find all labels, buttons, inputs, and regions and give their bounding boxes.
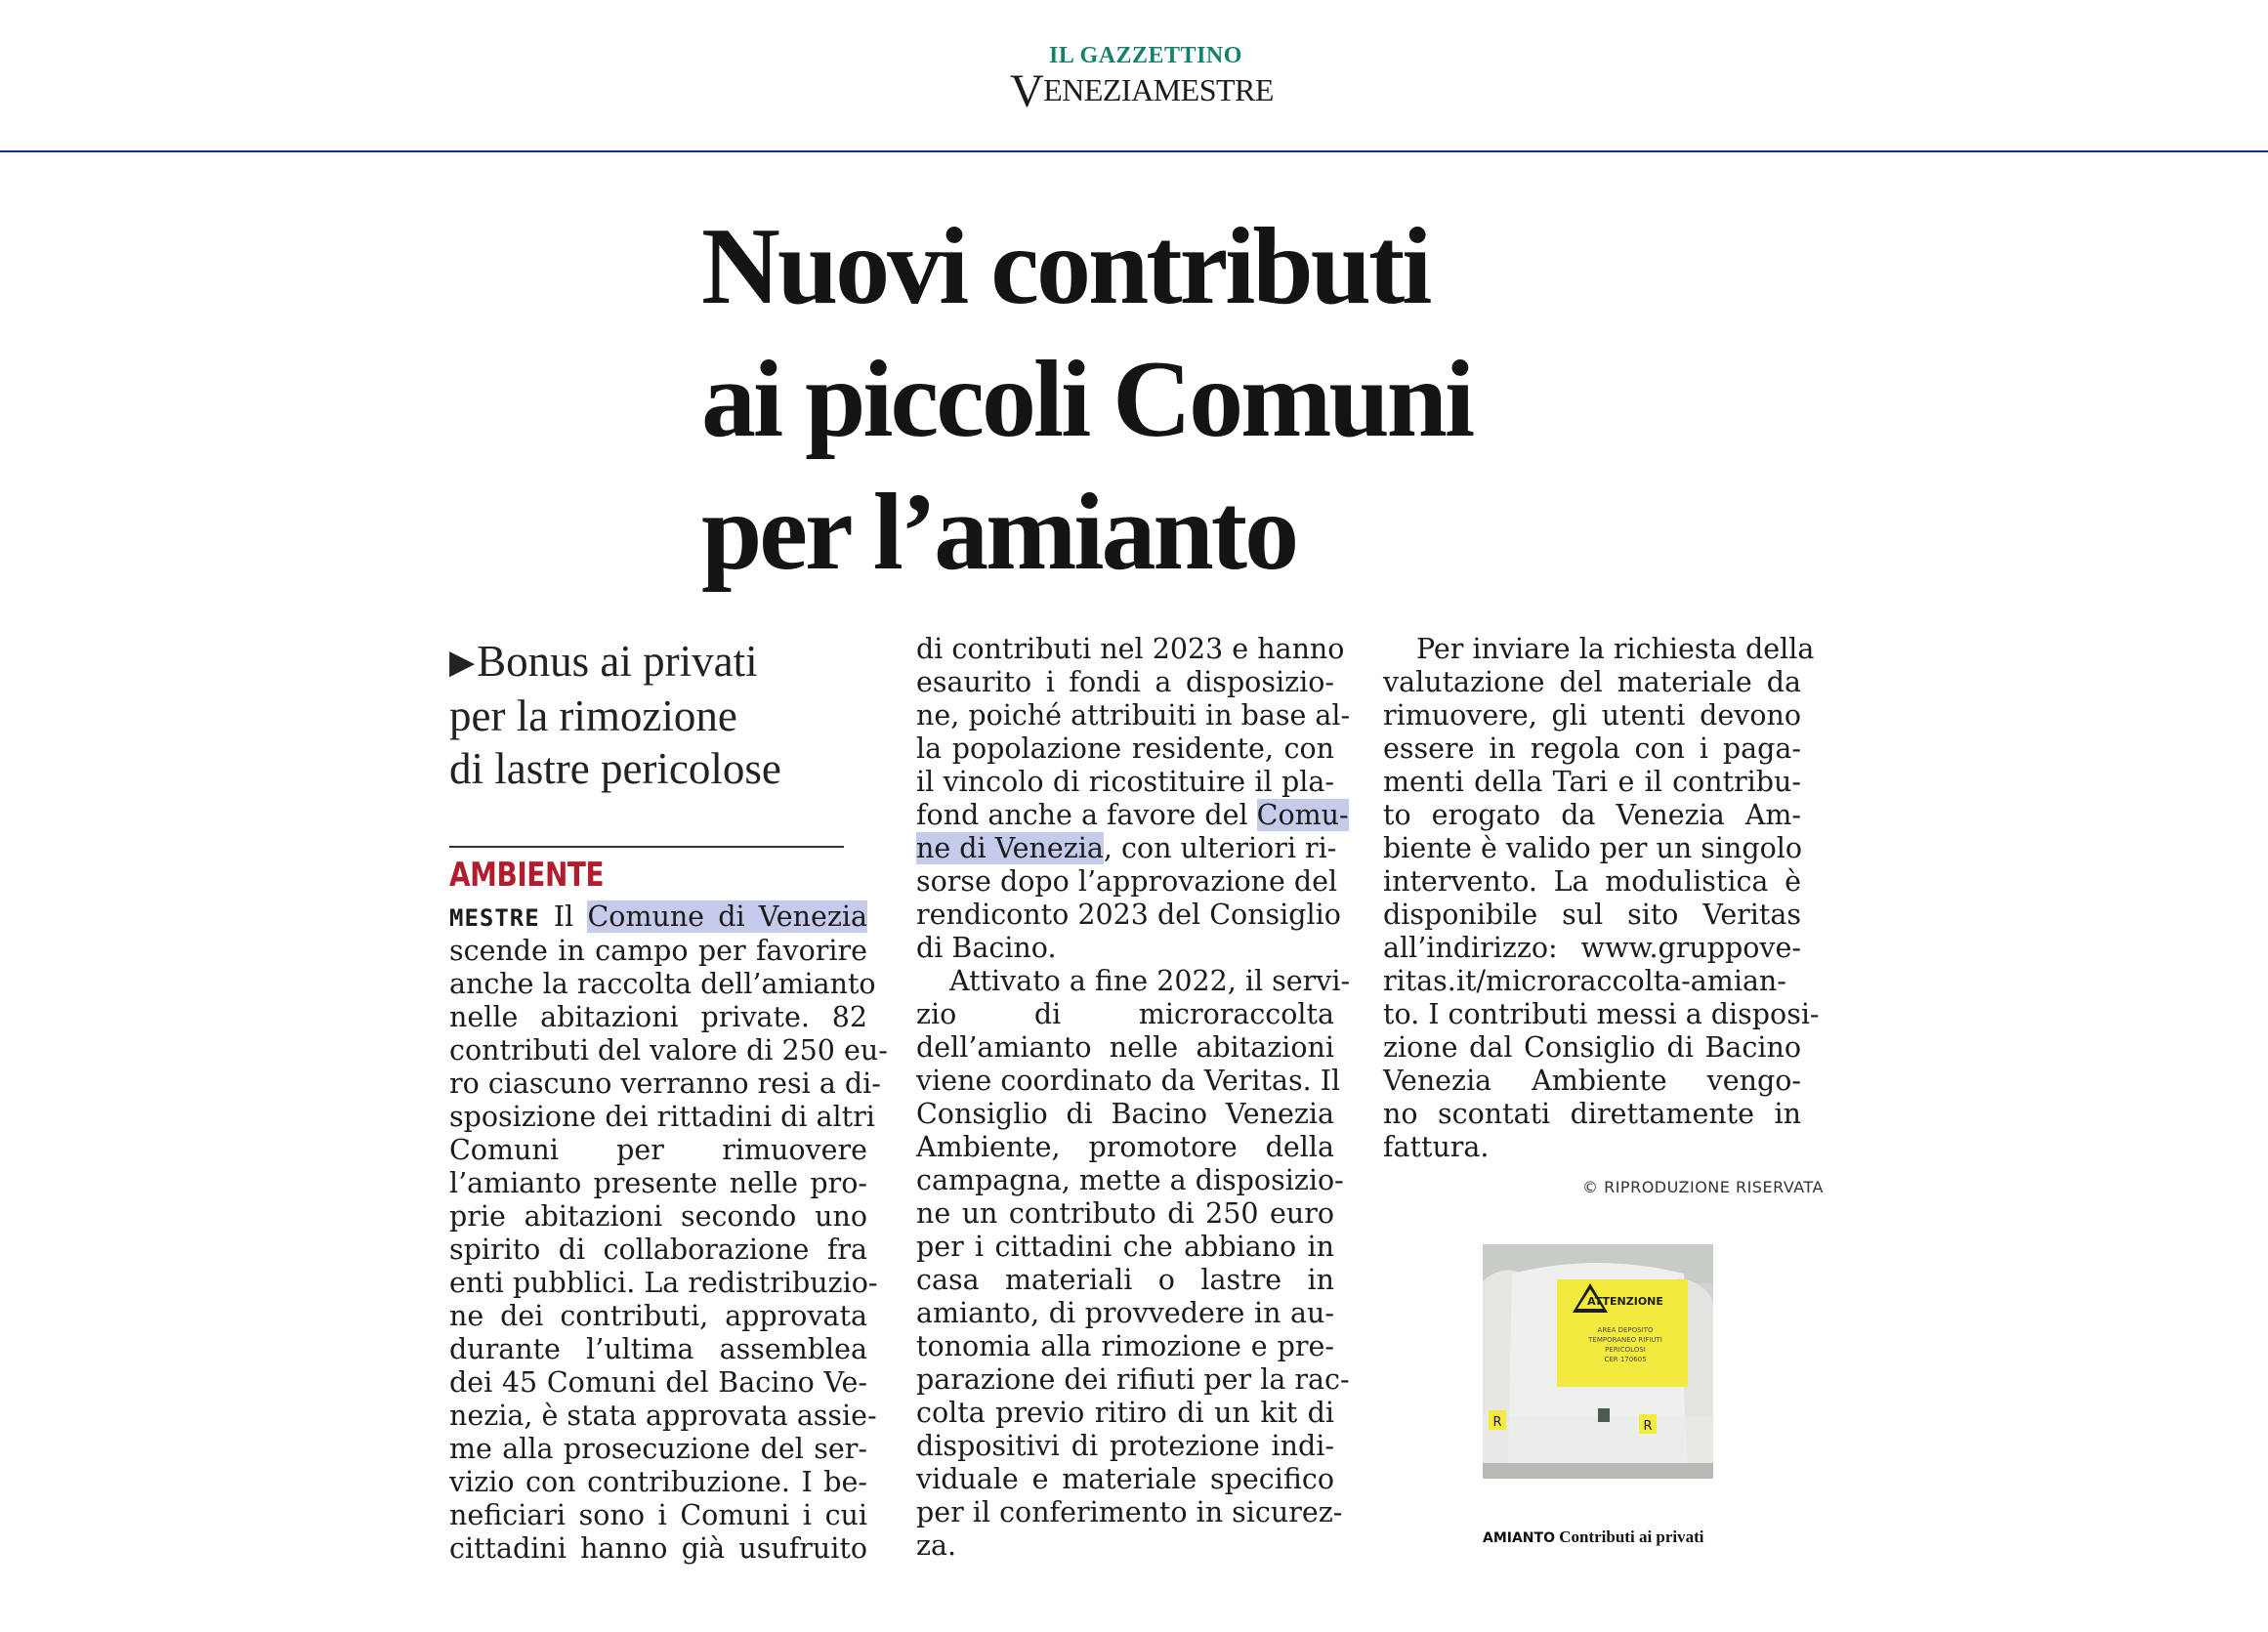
masthead-top: IL GAZZETTINO <box>1049 43 1242 68</box>
article-line: disponibile sul sito Veritas <box>1383 899 1801 931</box>
text-run: Il <box>553 900 588 933</box>
article-line: di Bacino. <box>916 932 1057 964</box>
highlighted-entity: Comu- <box>1256 799 1349 831</box>
article-line: zione dal Consiglio di Bacino <box>1383 1031 1801 1064</box>
headline <box>701 200 1639 599</box>
masthead-initial: V <box>1010 65 1044 117</box>
article-line: ne un contributo di 250 euro <box>916 1197 1334 1230</box>
headline-line: ai piccoli Comuni <box>701 339 1473 460</box>
article-line: contributi del valore di 250 eu- <box>449 1034 888 1067</box>
article-line: per il conferimento in sicurez- <box>916 1496 1343 1528</box>
article-line: no scontati direttamente in <box>1383 1098 1801 1130</box>
headline-line: per l’amianto <box>701 472 1297 593</box>
caption-kicker: AMIANTO <box>1483 1530 1555 1546</box>
article-line: za. <box>916 1529 957 1562</box>
asbestos-bags-image <box>1483 1244 1713 1479</box>
sign-line: CER 170605 <box>1604 1356 1647 1363</box>
subheadline <box>449 635 879 795</box>
article-line: Venezia Ambiente vengo- <box>1383 1065 1801 1097</box>
article-line: neficiari sono i Comuni i cui <box>449 1499 867 1531</box>
subhead-line: per la rimozione <box>449 691 737 740</box>
article-line: rendiconto 2023 del Consiglio <box>916 899 1341 931</box>
article-line: all’indirizzo: www.gruppove- <box>1383 932 1801 964</box>
article-line: scende in campo per favorire <box>449 935 867 967</box>
article-line: fattura. <box>1383 1131 1490 1163</box>
article-line: campagna, mette a disposizio- <box>916 1164 1344 1196</box>
text-run: , con ulteriori ri- <box>1103 832 1337 864</box>
sign-line: PERICOLOSI <box>1605 1346 1646 1354</box>
sign-line: TEMPORANEO RIFIUTI <box>1588 1336 1662 1344</box>
bag-label-r: R <box>1643 1419 1653 1434</box>
article-line: esaurito i fondi a disposizio- <box>916 666 1334 698</box>
article-line: spirito di collaborazione fra <box>449 1234 867 1266</box>
article-line: vizio con contribuzione. I be- <box>449 1466 867 1498</box>
article-column-3 <box>1383 633 1820 1164</box>
article-line: per i cittadini che abbiano in <box>916 1231 1334 1263</box>
article-line: amianto, di provvedere in au- <box>916 1297 1334 1329</box>
article-line: sposizione dei rittadini di altri <box>449 1101 875 1133</box>
column-lines <box>449 935 888 1566</box>
masthead-city: ENEZIAMESTRE <box>1043 72 1274 107</box>
column-lines <box>916 965 1351 1563</box>
article-line: me alla prosecuzione del ser- <box>449 1433 867 1465</box>
article-line <box>916 799 1349 832</box>
article-line: ro ciascuno verranno resi a di- <box>449 1067 881 1100</box>
article-line: cittadini hanno già usufruito <box>449 1532 867 1565</box>
article-line: Consiglio di Bacino Venezia <box>916 1098 1334 1130</box>
article-line: to erogato da Venezia Am- <box>1383 799 1801 831</box>
section-kicker: AMBIENTE <box>449 856 605 895</box>
article-line: Attivato a fine 2022, il servi- <box>949 965 1351 997</box>
article-line: prie abitazioni secondo uno <box>449 1200 867 1233</box>
caption-text: Contributi ai privati <box>1554 1527 1704 1546</box>
article-line: Ambiente, promotore della <box>916 1131 1334 1163</box>
article-line: tonomia alla rimozione e pre- <box>916 1330 1334 1362</box>
highlighted-entity: Comune di Venezia <box>587 900 867 933</box>
article-line: dei 45 Comuni del Bacino Ve- <box>449 1366 867 1399</box>
column-lines <box>916 865 1341 965</box>
article-photo <box>1483 1244 1713 1479</box>
article-line: nezia, è stata approvata assie- <box>449 1400 877 1432</box>
dateline: MESTRE <box>449 904 540 932</box>
column-lines <box>1383 633 1820 1164</box>
masthead <box>1010 43 1274 117</box>
article-line: viduale e materiale specifico <box>916 1463 1334 1495</box>
sign-line: AREA DEPOSITO <box>1597 1326 1654 1334</box>
column-lines <box>916 633 1351 799</box>
article-column-1 <box>449 900 888 1566</box>
article-line: dell’amianto nelle abitazioni <box>916 1031 1334 1064</box>
article-line: sorse dopo l’approvazione del <box>916 865 1338 898</box>
article-line: zio di microraccolta <box>916 998 1334 1030</box>
headline-line: Nuovi contributi <box>701 206 1430 327</box>
article-line: viene coordinato da Veritas. Il <box>916 1065 1341 1097</box>
article-line: ritas.it/microraccolta-amian- <box>1383 965 1786 997</box>
article-line: colta previo ritiro di un kit di <box>916 1397 1334 1429</box>
article-line: Per inviare la richiesta della <box>1416 633 1815 665</box>
bag-label-r: R <box>1492 1415 1502 1430</box>
photo-caption <box>1483 1527 1704 1547</box>
article-line: casa materiali o lastre in <box>916 1264 1334 1296</box>
article-line: nelle abitazioni private. 82 <box>449 1001 867 1033</box>
article-line: l’amianto presente nelle pro- <box>449 1167 867 1199</box>
article-line <box>916 832 1337 865</box>
subhead-rule <box>449 846 844 848</box>
article-line: biente è valido per un singolo <box>1383 832 1803 864</box>
article-line: ne, poiché attribuiti in base al- <box>916 699 1351 732</box>
article-line: durante l’ultima assemblea <box>449 1333 867 1365</box>
article-line: to. I contributi messi a disposi- <box>1383 998 1820 1030</box>
article-line: enti pubblici. La redistribuzio- <box>449 1267 878 1299</box>
subhead-line: Bonus ai privati <box>477 637 758 686</box>
article-line <box>449 900 867 935</box>
copyright-notice: © RIPRODUZIONE RISERVATA <box>1582 1178 1824 1196</box>
article-line: anche la raccolta dell’amianto <box>449 968 876 1000</box>
article-line: il vincolo di ricostituire il pla- <box>916 766 1334 798</box>
article-line: rimuovere, gli utenti devono <box>1383 699 1801 732</box>
article-column-2 <box>916 633 1351 1563</box>
article-line: essere in regola con i paga- <box>1383 732 1801 765</box>
article-line: menti della Tari e il contribu- <box>1383 766 1801 798</box>
subhead-line: di lastre pericolose <box>449 744 781 793</box>
text-run: fond anche a favore del <box>916 799 1257 831</box>
article-line: valutazione del materiale da <box>1383 666 1801 698</box>
article-line: ne dei contributi, approvata <box>449 1300 867 1332</box>
article-line: intervento. La modulistica è <box>1383 865 1801 898</box>
masthead-bottom <box>1010 64 1274 118</box>
sign-title: ATTENZIONE <box>1587 1295 1663 1308</box>
article-line: Comuni per rimuovere <box>449 1134 867 1166</box>
article-line: dispositivi di protezione indi- <box>916 1430 1334 1462</box>
article-line: parazione dei rifiuti per la rac- <box>916 1363 1350 1396</box>
article-line: di contributi nel 2023 e hanno <box>916 633 1345 665</box>
article-line: la popolazione residente, con <box>916 732 1334 765</box>
header-rule <box>0 150 2268 152</box>
highlighted-entity: ne di Venezia <box>916 832 1104 864</box>
triangle-marker-icon: ▶ <box>449 645 476 681</box>
